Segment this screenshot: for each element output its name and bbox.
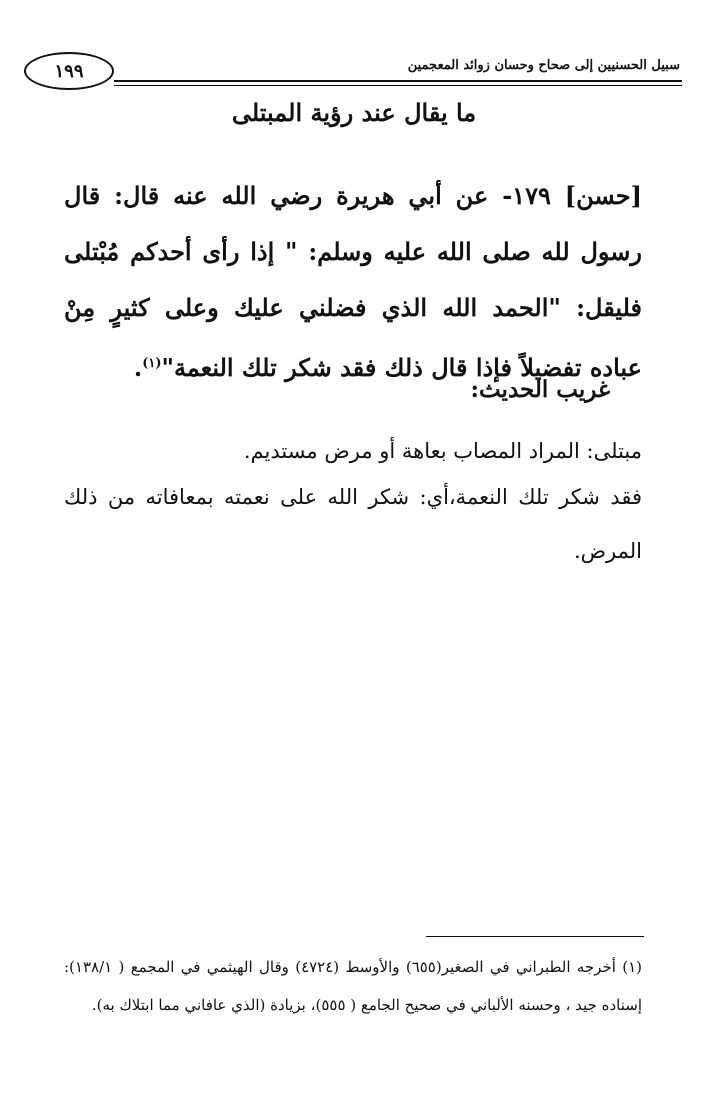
page-header <box>0 0 708 100</box>
footnote-divider <box>426 936 644 937</box>
header-rule-thin <box>114 85 682 86</box>
running-title: سبيل الحسنيين إلى صحاح وحسان زوائد المعجمين <box>407 58 680 73</box>
section-title: ما يقال عند رؤية المبتلى <box>231 98 477 127</box>
hadith-end: . <box>133 353 143 382</box>
hadith-paragraph <box>64 168 642 396</box>
gloss-entry: فقد شكر تلك النعمة،أي: شكر الله على نعمته بمعافاته من ذلك المرض. <box>64 485 642 563</box>
header-rule-thick <box>114 80 682 82</box>
page-number: ١٩٩ <box>24 52 114 90</box>
footnote-ref: (١) <box>142 356 162 371</box>
footnote: (١) أخرجه الطبراني في الصغير(٦٥٥) والأوسط (٤٧٢٤) وقال الهيثمي في المجمع ( ١٣٨/١): إسناده جيد ، وحسنه الألباني في صحيح الجامع ( ٥٥٥)، بزيادة (الذي عافاني مما ابتلاك به). <box>64 958 642 1014</box>
gloss-entry: مبتلى: المراد المصاب بعاهة أو مرض مستديم. <box>243 439 642 463</box>
hadith-text: عن أبي هريرة رضي الله عنه قال: قال رسول لله صلى الله عليه وسلم: " إذا رأى أحدكم مُبْتلى فليقل: "الحمد الله الذي فضلني عليك وعلى كثيرٍ مِنْ عباده تفضيلاً فإذا قال ذلك فقد شكر تلك النعمة" <box>64 181 642 382</box>
hadith-grade: [حسن] <box>564 181 642 210</box>
gharib-title: غريب الحديث: <box>470 376 610 403</box>
hadith-number: ١٧٩- <box>502 181 551 210</box>
